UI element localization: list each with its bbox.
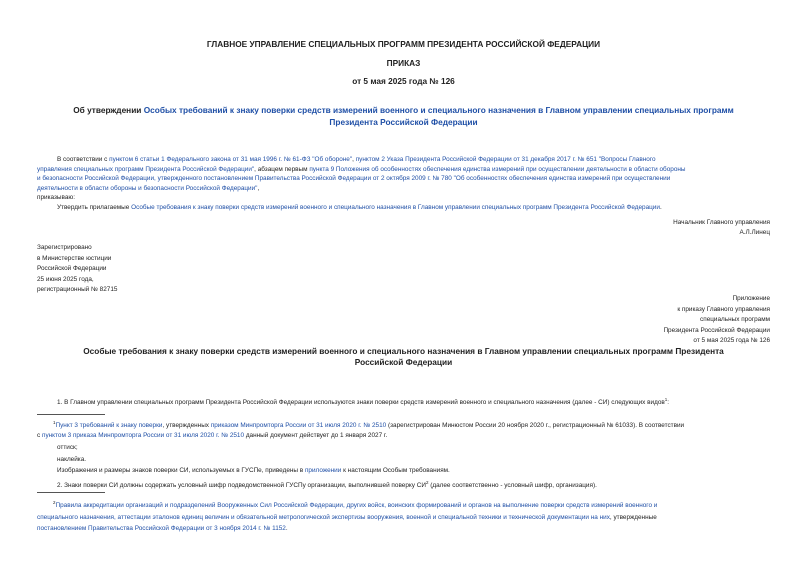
appendix-line: Президента Российской Федерации [663, 326, 770, 334]
signature-name: А.Л.Линец [739, 228, 770, 236]
footnote-link[interactable]: приказом Минпромторга России от 31 июля 2020 г. № 2510 [210, 422, 387, 430]
section-1-text: : [667, 399, 670, 407]
footnote-2-line-3 [37, 523, 769, 535]
footnote-2 [37, 497, 769, 535]
regulation-link[interactable]: пункта 9 Положения об особенностях обеспечения единства измерений при осуществлении деятельности в области обороны [309, 165, 686, 173]
footnote-divider [37, 414, 105, 415]
appendix-block [663, 294, 770, 347]
approve-text: . [659, 203, 662, 211]
decree-link[interactable]: пунктом 2 Указа Президента Российской Федерации от 31 декабря 2017 г. № 651 "Вопросы Главного [355, 156, 656, 163]
title-link-cont[interactable]: Президента Российской Федерации [329, 117, 478, 127]
footnote-text: , утвержденных [162, 422, 211, 430]
requirements-title [30, 346, 777, 368]
preamble-text: В соответствии с [57, 156, 110, 163]
footnote-1 [37, 418, 769, 440]
preamble [37, 155, 769, 213]
footnote-ref-2[interactable]: 2 [425, 479, 429, 485]
registration-line: Российской Федерации [37, 265, 107, 272]
footnote-text: (зарегистрирован Минюстом России 20 ноября 2020 г., регистрационный № 61033). В соответствии [386, 422, 685, 430]
section-2-text: (далее соответственно - условный шифр, организация). [428, 481, 597, 489]
section-2 [57, 477, 769, 492]
appendix-line: Приложение [732, 295, 770, 302]
footnote-1-line-2 [37, 431, 769, 441]
registration-line: 25 июня 2025 года, [37, 275, 94, 283]
preamble-line-4 [37, 184, 769, 194]
section-1-text: 1. В Главном управлении специальных программ Президента Российской Федерации используются знаки поверки средств измерений военного и специального назначения (далее - СИ) следующих видов [57, 399, 665, 407]
registration-line: Зарегистрировано [37, 244, 92, 251]
footnote-1-line-1 [37, 418, 769, 431]
accreditation-rules-link-cont[interactable]: специального назначения, аттестации эталонов единиц величин и обязательной метрологической экспертизы вооружения, военной и специальной техники и технической документации на них [37, 513, 610, 521]
preamble-text: , [257, 184, 260, 192]
doc-title [30, 104, 777, 128]
images-note-text: Изображения и размеры знаков поверки СИ, используемых в ГУСПе, приведены в [57, 467, 305, 474]
preamble-line-2 [37, 165, 769, 175]
section-2-text: 2. Знаки поверки СИ должны содержать условный шифр подведомственной ГУСПу организации, выполнившей поверку СИ [57, 481, 426, 489]
requirements-title-line: Особые требования к знаку поверки средств измерений военного и специального назначения в Главном управлении специальных программ Президента [83, 346, 724, 356]
signature-position: Начальник Главного управления [673, 219, 770, 226]
org-heading: ГЛАВНОЕ УПРАВЛЕНИЕ СПЕЦИАЛЬНЫХ ПРОГРАММ ПРЕЗИДЕНТА РОССИЙСКОЙ ФЕДЕРАЦИИ [206, 39, 601, 49]
kinds-list [57, 442, 769, 491]
kind-item: наклейка. [57, 455, 87, 463]
footnote-2-line-2 [37, 512, 769, 524]
requirements-title-line: Российской Федерации [354, 357, 453, 367]
footnote-ref-1[interactable]: 1 [664, 397, 668, 402]
section-1 [57, 395, 769, 408]
preamble-line-3 [37, 174, 769, 184]
regulation-link-end[interactable]: деятельности в области обороны и безопасности Российской Федерации" [37, 184, 258, 192]
kind-item: оттиск; [57, 444, 78, 451]
footnote-text: данный документ действует до 1 января 2027 г. [244, 431, 388, 439]
approve-paragraph [37, 203, 769, 213]
appendix-link[interactable]: приложении [304, 467, 342, 474]
footnote-text: , утвержденные [609, 513, 657, 521]
appendix-line: от 5 мая 2025 года № 126 [693, 337, 770, 344]
requirements-link[interactable]: Особые требования к знаку поверки средств измерений военного и специального назначения в Главном управлении специальных программ Президента Российской Федерации [131, 203, 660, 211]
doc-type: ПРИКАЗ [386, 58, 421, 68]
title-link[interactable]: Особых требований к знаку поверки средств измерений военного и специального назначения в Главном управлении специальных программ [143, 105, 734, 115]
appendix-line: к приказу Главного управления [677, 305, 770, 313]
accreditation-rules-link[interactable]: Правила аккредитации организаций и подразделений Вооруженных Сил Российской Федерации, других войск, воинских формирований и органов на выполнение поверки средств измерений военного и [55, 502, 658, 510]
footnote-divider [37, 492, 105, 493]
footnote-link[interactable]: пунктом 3 приказа Минпромторга России от 31 июля 2020 г. № 2510 [41, 431, 245, 439]
footnote-2-line-1 [37, 497, 769, 512]
law-link[interactable]: пунктом 6 статьи 1 Федерального закона от 31 мая 1996 г. № 61-ФЗ "Об обороне" [109, 156, 353, 163]
registration-line: регистрационный № 82715 [37, 286, 118, 293]
registration-block [37, 243, 117, 296]
preamble-text: , абзацем первым [254, 165, 310, 173]
images-note-text: к настоящим Особым требованиям. [341, 467, 450, 474]
preamble-text: , [352, 156, 356, 163]
title-prefix: Об утверждении [73, 105, 144, 115]
footnote-link[interactable]: Пункт 3 требований к знаку поверки [55, 422, 163, 430]
footnote-text: . [285, 525, 288, 533]
footnote-mark: 1 [53, 420, 56, 425]
order-word: приказываю: [37, 194, 75, 202]
images-note [57, 465, 769, 477]
doc-date-number: от 5 мая 2025 года № 126 [352, 76, 455, 86]
appendix-line: специальных программ [700, 316, 770, 323]
preamble-line-1 [37, 155, 769, 165]
footnote-mark: 2 [53, 500, 56, 505]
signature-block [673, 218, 770, 237]
resolution-link[interactable]: постановлением Правительства Российской Федерации от 3 ноября 2014 г. № 1152 [37, 525, 286, 533]
registration-line: в Министерстве юстиции [37, 254, 112, 262]
approve-text: Утвердить прилагаемые [57, 203, 132, 211]
footnote-text: с [37, 431, 42, 439]
decree-link-cont[interactable]: управления специальных программ Президента Российской Федерации" [37, 165, 255, 173]
regulation-link-cont[interactable]: и безопасности Российской Федерации, утвержденного постановлением Правительства Российской Федерации от 2 октября 2009 г. № 780 "Об особенностях обеспечения единства измерений при осуществлении [37, 175, 671, 183]
